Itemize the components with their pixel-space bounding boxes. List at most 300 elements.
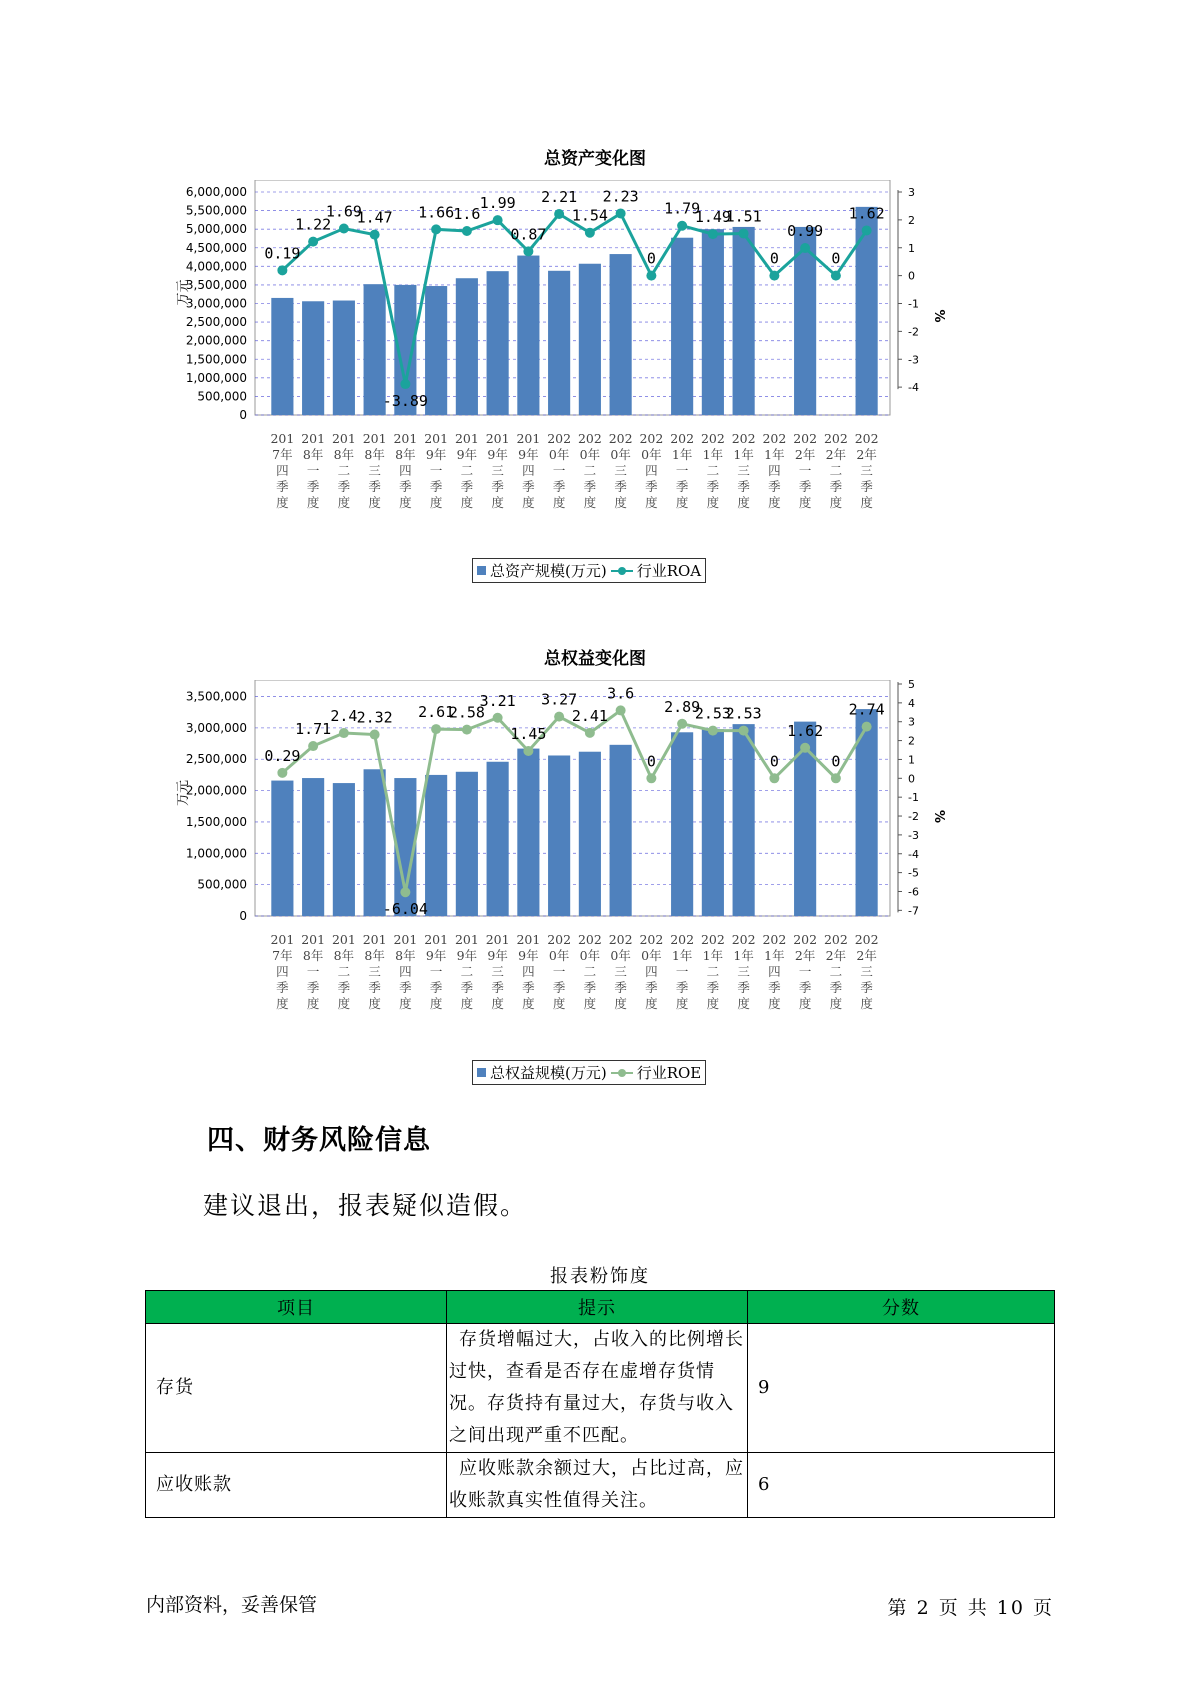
x-tick-label-line: 度 (552, 996, 566, 1011)
x-tick-label-line: 202 (547, 932, 572, 947)
x-tick-label-line: 四 (276, 964, 289, 979)
x-tick-label (824, 932, 848, 1011)
x-tick-label-line: 202 (547, 431, 572, 446)
x-tick-label-line: 2年 (794, 948, 816, 963)
x-tick-label-line: 9年 (425, 447, 447, 462)
data-bar (610, 745, 632, 916)
x-tick-label-line: 季 (614, 980, 627, 995)
table-row (146, 1453, 1055, 1518)
x-tick-label-line: 度 (399, 996, 412, 1011)
x-tick-label (762, 932, 786, 1011)
data-point (277, 768, 287, 778)
y-tick-label: 5,000,000 (185, 222, 247, 237)
column-header: 提示 (447, 1291, 748, 1324)
x-tick-label-line: 2年 (825, 447, 847, 462)
x-tick-label-line: 二 (706, 964, 720, 979)
x-tick-label-line: 201 (270, 431, 295, 446)
y-tick-label: 3,000,000 (185, 720, 247, 735)
x-tick-label-line: 7年 (272, 447, 293, 462)
x-tick-label (578, 932, 602, 1011)
x-tick-label-line: 201 (362, 431, 387, 446)
data-label: 0 (831, 752, 841, 771)
y-tick-label: 0 (239, 909, 247, 923)
data-point (585, 228, 595, 238)
x-tick-label-line: 202 (639, 431, 664, 446)
x-tick-label-line: 度 (552, 495, 566, 510)
x-tick-label-line: 度 (460, 996, 474, 1011)
data-bar (671, 238, 693, 415)
x-tick-label-line: 四 (645, 463, 658, 478)
data-bar (302, 301, 324, 415)
y-tick-label: 3,500,000 (185, 689, 247, 704)
x-tick-label-line: 9年 (487, 948, 508, 963)
y-tick-label: 2,000,000 (185, 783, 247, 798)
x-tick-label-line: 季 (429, 980, 443, 995)
data-point (831, 271, 841, 281)
tip-cell (447, 1453, 748, 1518)
x-tick-label-line: 1年 (671, 447, 693, 462)
x-tick-label-line: 三 (860, 463, 873, 478)
x-tick-label-line: 202 (793, 431, 818, 446)
x-tick-label-line: 四 (768, 964, 781, 979)
y-tick-label: 4,000,000 (185, 259, 247, 274)
x-tick-label-line: 201 (485, 431, 510, 446)
y-axis-title: 万元 (176, 279, 191, 306)
x-tick-label (793, 431, 817, 510)
data-point (554, 209, 564, 219)
x-tick-label-line: 四 (522, 964, 535, 979)
x-tick-label-line: 三 (491, 463, 504, 478)
y2-tick-label: -1 (908, 297, 919, 311)
data-point (739, 726, 749, 736)
data-point (308, 237, 318, 247)
x-tick-label (270, 932, 294, 1011)
legend-line-swatch (611, 570, 633, 572)
data-label: 1.22 (295, 215, 332, 234)
data-point (462, 725, 472, 735)
data-label: 0 (831, 249, 841, 268)
y2-tick-label: 3 (908, 715, 915, 729)
data-label: 0.29 (264, 746, 301, 765)
x-tick-label-line: 度 (798, 495, 812, 510)
x-tick-label-line: 度 (860, 495, 873, 510)
column-header: 项目 (146, 1291, 447, 1324)
x-tick-label-line: 一 (306, 463, 320, 478)
x-tick-label-line: 8年 (364, 948, 385, 963)
x-tick-label (855, 431, 879, 510)
x-tick-label-line: 季 (276, 980, 289, 995)
data-bar (271, 781, 293, 916)
tip-cell (447, 1324, 748, 1453)
x-tick-label-line: 202 (762, 932, 787, 947)
x-tick-label-line: 季 (768, 980, 781, 995)
x-tick-label-line: 一 (429, 964, 443, 979)
x-tick-label-line: 201 (393, 932, 418, 947)
x-tick-label-line: 202 (731, 431, 756, 446)
y2-tick-label: -3 (908, 828, 919, 842)
y2-tick-label: -3 (908, 353, 919, 367)
y-tick-label: 0 (239, 408, 247, 422)
x-tick-label (762, 431, 786, 510)
y2-tick-label: -2 (908, 810, 919, 824)
data-bar (856, 207, 878, 415)
x-tick-label-line: 四 (645, 964, 658, 979)
x-tick-label-line: 季 (429, 479, 443, 494)
data-label: 1.71 (295, 720, 332, 739)
y2-tick-label: -6 (908, 885, 919, 899)
x-tick-label-line: 二 (583, 964, 597, 979)
x-tick-label-line: 二 (706, 463, 720, 478)
x-tick-label-line: 季 (829, 479, 843, 494)
x-tick-label-line: 季 (552, 479, 566, 494)
data-point (493, 713, 503, 723)
data-label: 2.74 (848, 700, 885, 719)
data-label: 2.4 (330, 707, 358, 726)
data-point (800, 243, 810, 253)
data-label: 0.87 (510, 225, 547, 244)
item-cell: 存货 (146, 1324, 447, 1453)
x-tick-label (701, 431, 725, 510)
x-tick-label (393, 932, 417, 1011)
x-tick-label (701, 932, 725, 1011)
x-tick-label-line: 季 (675, 980, 689, 995)
x-tick-label-line: 度 (706, 996, 720, 1011)
x-tick-label-line: 季 (860, 479, 873, 494)
x-tick-label-line: 202 (577, 932, 602, 947)
table-caption: 报表粉饰度 (550, 1266, 650, 1287)
data-point (400, 379, 410, 389)
x-tick-label-line: 一 (798, 964, 812, 979)
x-tick-label-line: 度 (768, 495, 781, 510)
x-tick-label-line: 季 (276, 479, 289, 494)
x-tick-label-line: 8年 (333, 948, 355, 963)
x-tick-label-line: 9年 (518, 948, 539, 963)
y-tick-label: 1,500,000 (185, 352, 247, 367)
legend-bar-label: 总资产规模(万元) (490, 562, 607, 580)
x-tick-label (547, 431, 571, 510)
data-bar (610, 254, 632, 415)
data-point (493, 215, 503, 225)
data-label: 1.79 (664, 199, 701, 218)
data-bar (702, 229, 724, 415)
x-tick-label-line: 度 (491, 495, 504, 510)
x-tick-label-line: 1年 (764, 447, 785, 462)
data-label: 2.23 (602, 187, 639, 206)
x-tick-label-line: 1年 (764, 948, 785, 963)
x-tick-label-line: 二 (337, 463, 351, 478)
data-bar (302, 778, 324, 916)
y-tick-label: 1,000,000 (185, 846, 247, 861)
x-tick-label-line: 201 (454, 932, 479, 947)
x-tick-label (270, 431, 294, 510)
data-label: 1.45 (510, 724, 547, 743)
x-tick-label-line: 8年 (333, 447, 355, 462)
x-tick-label-line: 9年 (456, 447, 478, 462)
data-point (277, 265, 287, 275)
x-tick-label-line: 2年 (825, 948, 847, 963)
x-tick-label-line: 0年 (610, 447, 631, 462)
data-label: 0 (769, 752, 779, 771)
x-tick-label-line: 度 (306, 996, 320, 1011)
y2-tick-label: 0 (908, 269, 915, 283)
x-tick-label-line: 度 (522, 996, 535, 1011)
x-tick-label-line: 四 (276, 463, 289, 478)
x-tick-label-line: 度 (276, 996, 289, 1011)
x-tick-label (793, 932, 817, 1011)
data-bar (271, 298, 293, 415)
column-header: 分数 (748, 1291, 1055, 1324)
x-tick-label-line: 三 (737, 964, 750, 979)
data-bar (425, 286, 447, 415)
data-bar (579, 752, 601, 916)
total-equity-chart-svg (175, 680, 1015, 1070)
x-tick-label-line: 一 (306, 964, 320, 979)
x-tick-label-line: 季 (306, 479, 320, 494)
y2-tick-label: 2 (908, 734, 915, 748)
x-tick-label-line: 季 (491, 980, 504, 995)
y2-tick-label: 4 (908, 696, 915, 710)
x-tick-label-line: 度 (583, 996, 597, 1011)
y2-axis-title: % (931, 309, 946, 323)
x-tick-label-line: 201 (270, 932, 295, 947)
x-tick-label-line: 季 (368, 479, 381, 494)
data-label: 1.54 (571, 206, 608, 225)
x-tick-label-line: 度 (583, 495, 597, 510)
x-tick-label-line: 季 (583, 479, 597, 494)
x-tick-label (455, 431, 479, 510)
x-tick-label-line: 季 (798, 980, 812, 995)
y2-tick-label: 1 (908, 753, 915, 767)
x-tick-label-line: 三 (737, 463, 750, 478)
data-label: 3.21 (479, 691, 516, 710)
x-tick-label-line: 1年 (702, 948, 724, 963)
x-tick-label (424, 431, 448, 510)
x-tick-label-line: 度 (768, 996, 781, 1011)
data-point (862, 722, 872, 732)
table-row (146, 1324, 1055, 1453)
x-tick-label-line: 2年 (856, 948, 877, 963)
data-label: 1.51 (725, 207, 762, 226)
x-tick-label-line: 一 (429, 463, 443, 478)
x-tick-label-line: 季 (460, 980, 474, 995)
x-tick-label-line: 202 (762, 431, 787, 446)
x-tick-label-line: 季 (706, 980, 720, 995)
item-cell: 应收账款 (146, 1453, 447, 1518)
data-bar (733, 227, 755, 415)
y2-tick-label: -7 (908, 904, 919, 918)
x-tick-label (363, 932, 387, 1011)
x-tick-label-line: 度 (675, 996, 689, 1011)
x-tick-label-line: 季 (491, 479, 504, 494)
data-label: 1.49 (694, 208, 731, 227)
x-tick-label-line: 202 (670, 932, 695, 947)
x-tick-label-line: 度 (860, 996, 873, 1011)
data-label: 0.99 (787, 222, 824, 241)
x-tick-label-line: 9年 (518, 447, 539, 462)
data-point (677, 719, 687, 729)
x-tick-label-line: 202 (639, 932, 664, 947)
score-cell: 6 (748, 1453, 1055, 1518)
x-tick-label-line: 三 (368, 463, 381, 478)
x-tick-label-line: 201 (331, 932, 356, 947)
data-label: 1.69 (325, 202, 362, 221)
legend-bar-label: 总权益规模(万元) (490, 1064, 607, 1082)
x-tick-label-line: 1年 (671, 948, 693, 963)
x-tick-label-line: 季 (337, 980, 351, 995)
data-label: 2.41 (571, 706, 608, 725)
x-tick-label-line: 三 (368, 964, 381, 979)
x-tick-label-line: 202 (700, 932, 725, 947)
data-point (370, 730, 380, 740)
x-tick-label-line: 201 (485, 932, 510, 947)
data-point (308, 741, 318, 751)
x-tick-label-line: 度 (645, 495, 658, 510)
risk-table (145, 1290, 1055, 1518)
data-label: 0 (646, 752, 656, 771)
x-tick-label-line: 季 (768, 479, 781, 494)
x-tick-label (609, 431, 633, 510)
x-tick-label-line: 季 (522, 980, 535, 995)
data-label: -3.89 (382, 392, 428, 411)
data-label: 0.19 (264, 244, 301, 263)
x-tick-label-line: 季 (337, 479, 351, 494)
data-label: 1.6 (453, 205, 481, 224)
x-tick-label-line: 三 (491, 964, 504, 979)
data-point (554, 712, 564, 722)
data-bar (333, 301, 355, 415)
x-tick-label-line: 三 (614, 964, 627, 979)
data-bar (364, 769, 386, 916)
x-tick-label-line: 9年 (425, 948, 447, 963)
data-point (400, 887, 410, 897)
legend-line-label: 行业ROE (636, 1064, 702, 1082)
y2-tick-label: 1 (908, 241, 915, 255)
x-tick-label-line: 季 (614, 479, 627, 494)
data-label: 2.21 (541, 188, 578, 207)
y2-tick-label: -4 (908, 847, 919, 861)
x-tick-label-line: 度 (276, 495, 289, 510)
x-tick-label-line: 度 (829, 495, 843, 510)
footer-page-number: 第 2 页 共 10 页 (887, 1597, 1054, 1619)
x-tick-label-line: 度 (614, 996, 627, 1011)
x-tick-label-line: 度 (706, 495, 720, 510)
y2-tick-label: 0 (908, 772, 915, 786)
chart-legend (472, 558, 706, 583)
x-tick-label-line: 8年 (364, 447, 385, 462)
data-label: 2.89 (664, 697, 701, 716)
y-tick-label: 1,500,000 (185, 814, 247, 829)
x-tick-label-line: 0年 (548, 447, 570, 462)
x-tick-label-line: 季 (460, 479, 474, 494)
x-tick-label-line: 202 (608, 932, 633, 947)
x-tick-label (332, 932, 356, 1011)
x-tick-label-line: 度 (737, 996, 750, 1011)
data-bar (548, 755, 570, 916)
chart-legend (472, 1060, 706, 1085)
x-tick-label-line: 季 (368, 980, 381, 995)
x-tick-label-line: 202 (731, 932, 756, 947)
legend-line-label: 行业ROA (636, 562, 702, 580)
x-tick-label-line: 201 (393, 431, 418, 446)
x-tick-label-line: 季 (706, 479, 720, 494)
y2-tick-label: -5 (908, 866, 919, 880)
data-label: -6.04 (382, 900, 428, 919)
x-tick-label-line: 度 (829, 996, 843, 1011)
x-tick-label-line: 202 (854, 431, 879, 446)
y2-tick-label: 2 (908, 213, 915, 227)
x-tick-label-line: 四 (768, 463, 781, 478)
data-bar (456, 278, 478, 415)
x-tick-label-line: 201 (362, 932, 387, 947)
data-label: 0 (646, 249, 656, 268)
x-tick-label (393, 431, 417, 510)
y2-tick-label: 5 (908, 680, 915, 691)
y-tick-label: 3,000,000 (185, 296, 247, 311)
x-tick-label (486, 431, 510, 510)
x-tick-label-line: 201 (516, 932, 541, 947)
x-tick-label (486, 932, 510, 1011)
y2-tick-label: -4 (908, 381, 919, 395)
x-tick-label (547, 932, 571, 1011)
section-paragraph: 建议退出，报表疑似造假。 (203, 1191, 528, 1220)
x-tick-label-line: 季 (737, 980, 750, 995)
x-tick-label-line: 一 (552, 964, 566, 979)
x-tick-label-line: 三 (860, 964, 873, 979)
data-point (646, 773, 656, 783)
x-tick-label (301, 932, 325, 1011)
y-tick-label: 4,500,000 (185, 240, 247, 255)
x-tick-label-line: 201 (331, 431, 356, 446)
x-tick-label-line: 一 (798, 463, 812, 478)
x-tick-label-line: 度 (614, 495, 627, 510)
x-tick-label-line: 度 (429, 996, 443, 1011)
data-bar (517, 256, 539, 415)
data-bar (487, 762, 509, 916)
data-label: 1.66 (418, 203, 455, 222)
x-tick-label-line: 0年 (579, 447, 601, 462)
y-tick-label: 1,000,000 (185, 370, 247, 385)
x-tick-label (516, 431, 540, 510)
x-tick-label-line: 201 (301, 431, 326, 446)
x-tick-label (855, 932, 879, 1011)
data-point (585, 728, 595, 738)
legend-line-swatch (611, 1072, 633, 1074)
legend-bar-swatch (477, 1068, 486, 1077)
x-tick-label-line: 202 (823, 932, 848, 947)
data-point (708, 229, 718, 239)
x-tick-label-line: 201 (424, 431, 449, 446)
x-tick-label-line: 1年 (702, 447, 724, 462)
data-label: 2.53 (694, 704, 731, 723)
data-label: 2.58 (448, 703, 485, 722)
x-tick-label-line: 0年 (641, 948, 662, 963)
x-tick-label-line: 9年 (487, 447, 508, 462)
y-tick-label: 500,000 (197, 877, 247, 892)
x-tick-label (609, 932, 633, 1011)
x-tick-label (332, 431, 356, 510)
x-tick-label (670, 431, 694, 510)
x-tick-label-line: 季 (798, 479, 812, 494)
x-tick-label-line: 二 (829, 964, 843, 979)
data-point (769, 271, 779, 281)
x-tick-label-line: 季 (552, 980, 566, 995)
data-label: 0 (769, 249, 779, 268)
x-tick-label-line: 7年 (272, 948, 293, 963)
x-tick-label-line: 度 (522, 495, 535, 510)
data-point (677, 221, 687, 231)
data-bar (456, 772, 478, 916)
x-tick-label-line: 二 (460, 463, 474, 478)
